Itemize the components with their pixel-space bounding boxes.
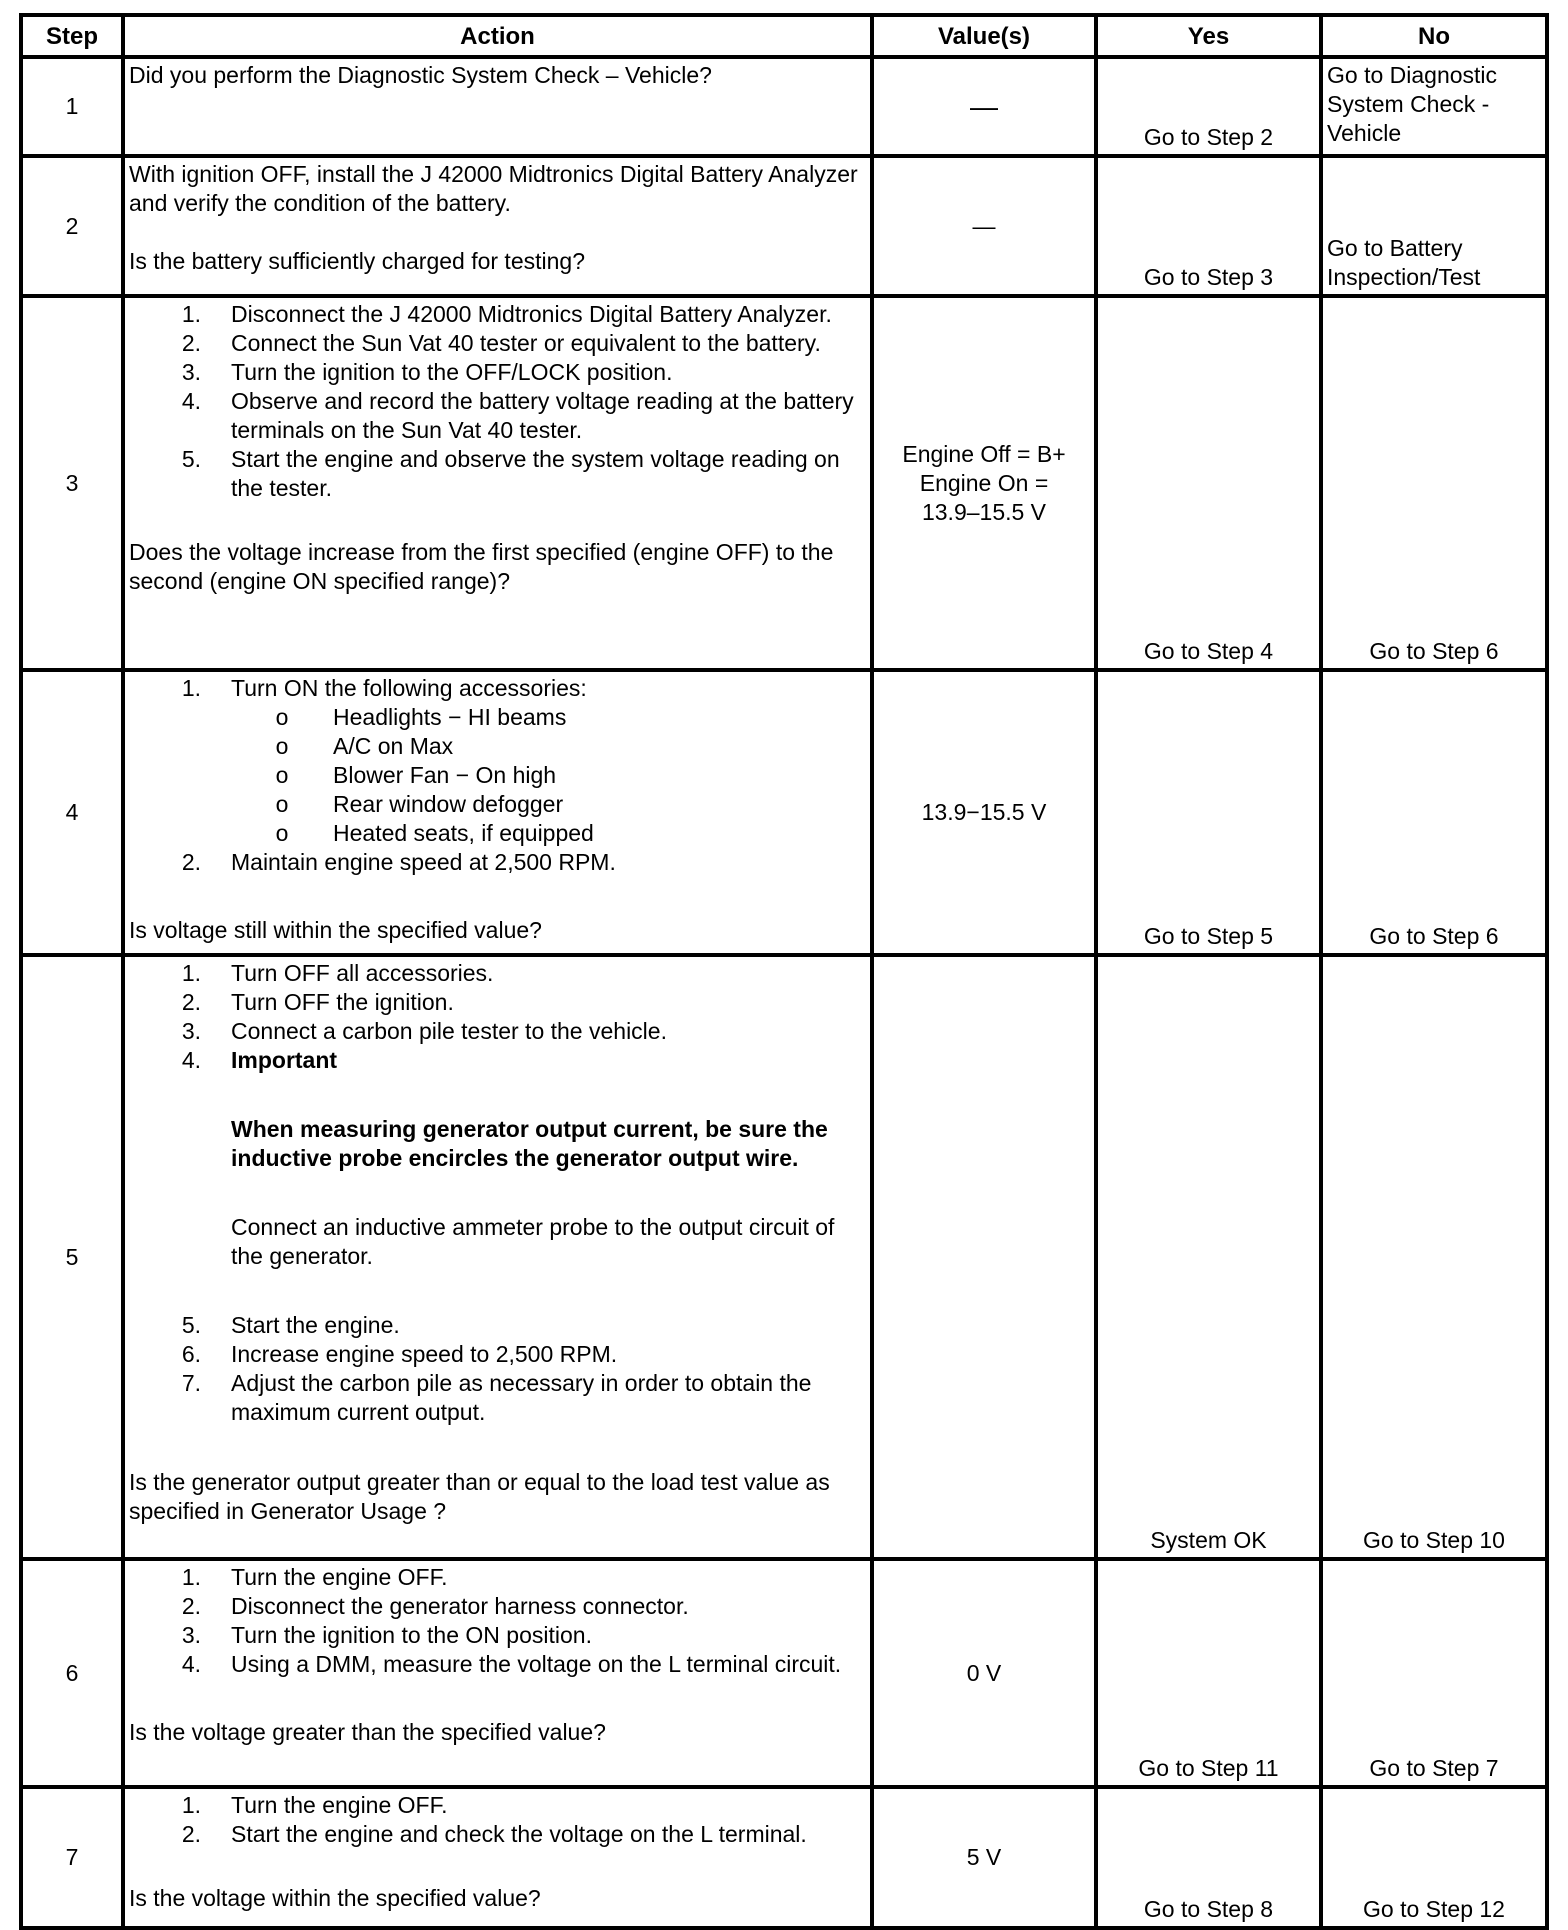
list-item: 3. Connect a carbon pile tester to the vehicle.: [181, 1018, 667, 1044]
value-cell: —: [872, 156, 1096, 296]
table-row: [21, 1787, 1547, 1928]
step-number: 7: [21, 1787, 123, 1928]
action-question: Is the battery sufficiently charged for testing?: [129, 248, 585, 274]
no-cell: Go to Step 6: [1321, 670, 1547, 955]
list-item: 3. Turn the ignition to the OFF/LOCK position.: [181, 359, 673, 385]
action-list: [129, 1563, 866, 1679]
yes-cell: System OK: [1096, 955, 1321, 1559]
list-item: 2. Disconnect the generator harness connector.: [181, 1593, 689, 1619]
yes-cell: Go to Step 8: [1096, 1787, 1321, 1928]
action-list: [129, 1311, 866, 1427]
step-number: 6: [21, 1559, 123, 1787]
action-question: Is the generator output greater than or equal to the load test value as specified in Generator Usage ?: [129, 1469, 830, 1524]
action-list: [129, 300, 866, 503]
step-number: 5: [21, 955, 123, 1559]
action-intro: With ignition OFF, install the J 42000 Midtronics Digital Battery Analyzer and verify the condition of the battery.: [129, 161, 858, 216]
action-question: Is voltage still within the specified value?: [129, 917, 542, 943]
list-item: 2. Start the engine and check the voltage on the L terminal.: [181, 1821, 807, 1847]
action-question: Did you perform the Diagnostic System Check – Vehicle?: [129, 62, 712, 88]
list-item: 4. Important: [129, 1046, 866, 1075]
action-list: [129, 1791, 866, 1849]
step-number: 1: [21, 57, 123, 156]
no-cell: Go to Battery Inspection/Test: [1321, 156, 1547, 296]
header-no: No: [1321, 15, 1547, 57]
value-cell: —: [872, 57, 1096, 156]
action-question: Is the voltage greater than the specified value?: [129, 1719, 606, 1745]
action-list: [129, 959, 866, 1075]
header-step: Step: [21, 15, 123, 57]
sub-list-item: o Rear window defogger: [275, 791, 564, 817]
list-item: 5. Start the engine.: [181, 1312, 400, 1338]
list-item: 1. Turn the engine OFF.: [181, 1564, 448, 1590]
value-cell: 5 V: [872, 1787, 1096, 1928]
sub-list-item: o Headlights − HI beams: [275, 704, 567, 730]
list-item: 5. Start the engine and observe the system voltage reading on the tester.: [181, 446, 840, 501]
sub-list-item: o Heated seats, if equipped: [275, 820, 594, 846]
list-item: 1. Turn OFF all accessories.: [181, 960, 494, 986]
list-item: 2. Turn OFF the ignition.: [181, 989, 454, 1015]
yes-cell: Go to Step 3: [1096, 156, 1321, 296]
action-cell: [123, 57, 872, 156]
action-cell: [123, 156, 872, 296]
table-row: [21, 670, 1547, 955]
important-label: Important: [231, 1047, 338, 1073]
table-row: [21, 955, 1547, 1559]
value-cell: [872, 955, 1096, 1559]
value-cell: 13.9−15.5 V: [872, 670, 1096, 955]
action-list: [129, 848, 866, 877]
list-item: 1. Disconnect the J 42000 Midtronics Digital Battery Analyzer.: [181, 301, 832, 327]
no-cell: Go to Step 10: [1321, 955, 1547, 1559]
no-cell: Go to Step 6: [1321, 296, 1547, 670]
list-item: 3. Turn the ignition to the ON position.: [181, 1622, 592, 1648]
list-item: 4. Using a DMM, measure the voltage on the L terminal circuit.: [181, 1651, 842, 1677]
no-cell: Go to Step 7: [1321, 1559, 1547, 1787]
action-list: [129, 674, 866, 703]
step-number: 2: [21, 156, 123, 296]
action-question: Does the voltage increase from the first specified (engine OFF) to the second (engine ON specified range)?: [129, 539, 834, 594]
list-item: 4. Observe and record the battery voltage reading at the battery terminals on the Sun Vat 40 tester.: [181, 388, 854, 443]
action-cell: [123, 296, 872, 670]
important-note: When measuring generator output current, be sure the inductive probe encircles the generator output wire.: [231, 1116, 828, 1171]
value-cell: Engine Off = B+ Engine On = 13.9–15.5 V: [872, 296, 1096, 670]
table-row: [21, 156, 1547, 296]
step-number: 3: [21, 296, 123, 670]
header-action: Action: [123, 15, 872, 57]
list-item: 7. Adjust the carbon pile as necessary in order to obtain the maximum current output.: [181, 1370, 812, 1425]
action-cell: [123, 1787, 872, 1928]
list-item: 1. Turn the engine OFF.: [181, 1792, 448, 1818]
sub-list-item: o A/C on Max: [275, 733, 454, 759]
list-item: 1. Turn ON the following accessories:: [181, 675, 587, 701]
table-row: [21, 296, 1547, 670]
table-row: [21, 1559, 1547, 1787]
sub-list-item: o Blower Fan − On high: [275, 762, 557, 788]
header-value: Value(s): [872, 15, 1096, 57]
action-cell: [123, 670, 872, 955]
diagnostic-table: [19, 13, 1549, 1930]
no-cell: Go to Diagnostic System Check - Vehicle: [1321, 57, 1547, 156]
list-item: 6. Increase engine speed to 2,500 RPM.: [181, 1341, 618, 1367]
action-cell: [123, 955, 872, 1559]
yes-cell: Go to Step 11: [1096, 1559, 1321, 1787]
header-row: [21, 15, 1547, 57]
sub-list: [231, 703, 866, 848]
value-cell: 0 V: [872, 1559, 1096, 1787]
step-number: 4: [21, 670, 123, 955]
action-cell: [123, 1559, 872, 1787]
list-item: 2. Maintain engine speed at 2,500 RPM.: [181, 849, 616, 875]
no-cell: Go to Step 12: [1321, 1787, 1547, 1928]
important-action: Connect an inductive ammeter probe to the output circuit of the generator.: [231, 1214, 835, 1269]
header-yes: Yes: [1096, 15, 1321, 57]
action-question: Is the voltage within the specified value?: [129, 1885, 541, 1911]
list-item: 2. Connect the Sun Vat 40 tester or equivalent to the battery.: [181, 330, 821, 356]
yes-cell: Go to Step 4: [1096, 296, 1321, 670]
yes-cell: Go to Step 5: [1096, 670, 1321, 955]
yes-cell: Go to Step 2: [1096, 57, 1321, 156]
table-row: [21, 57, 1547, 156]
